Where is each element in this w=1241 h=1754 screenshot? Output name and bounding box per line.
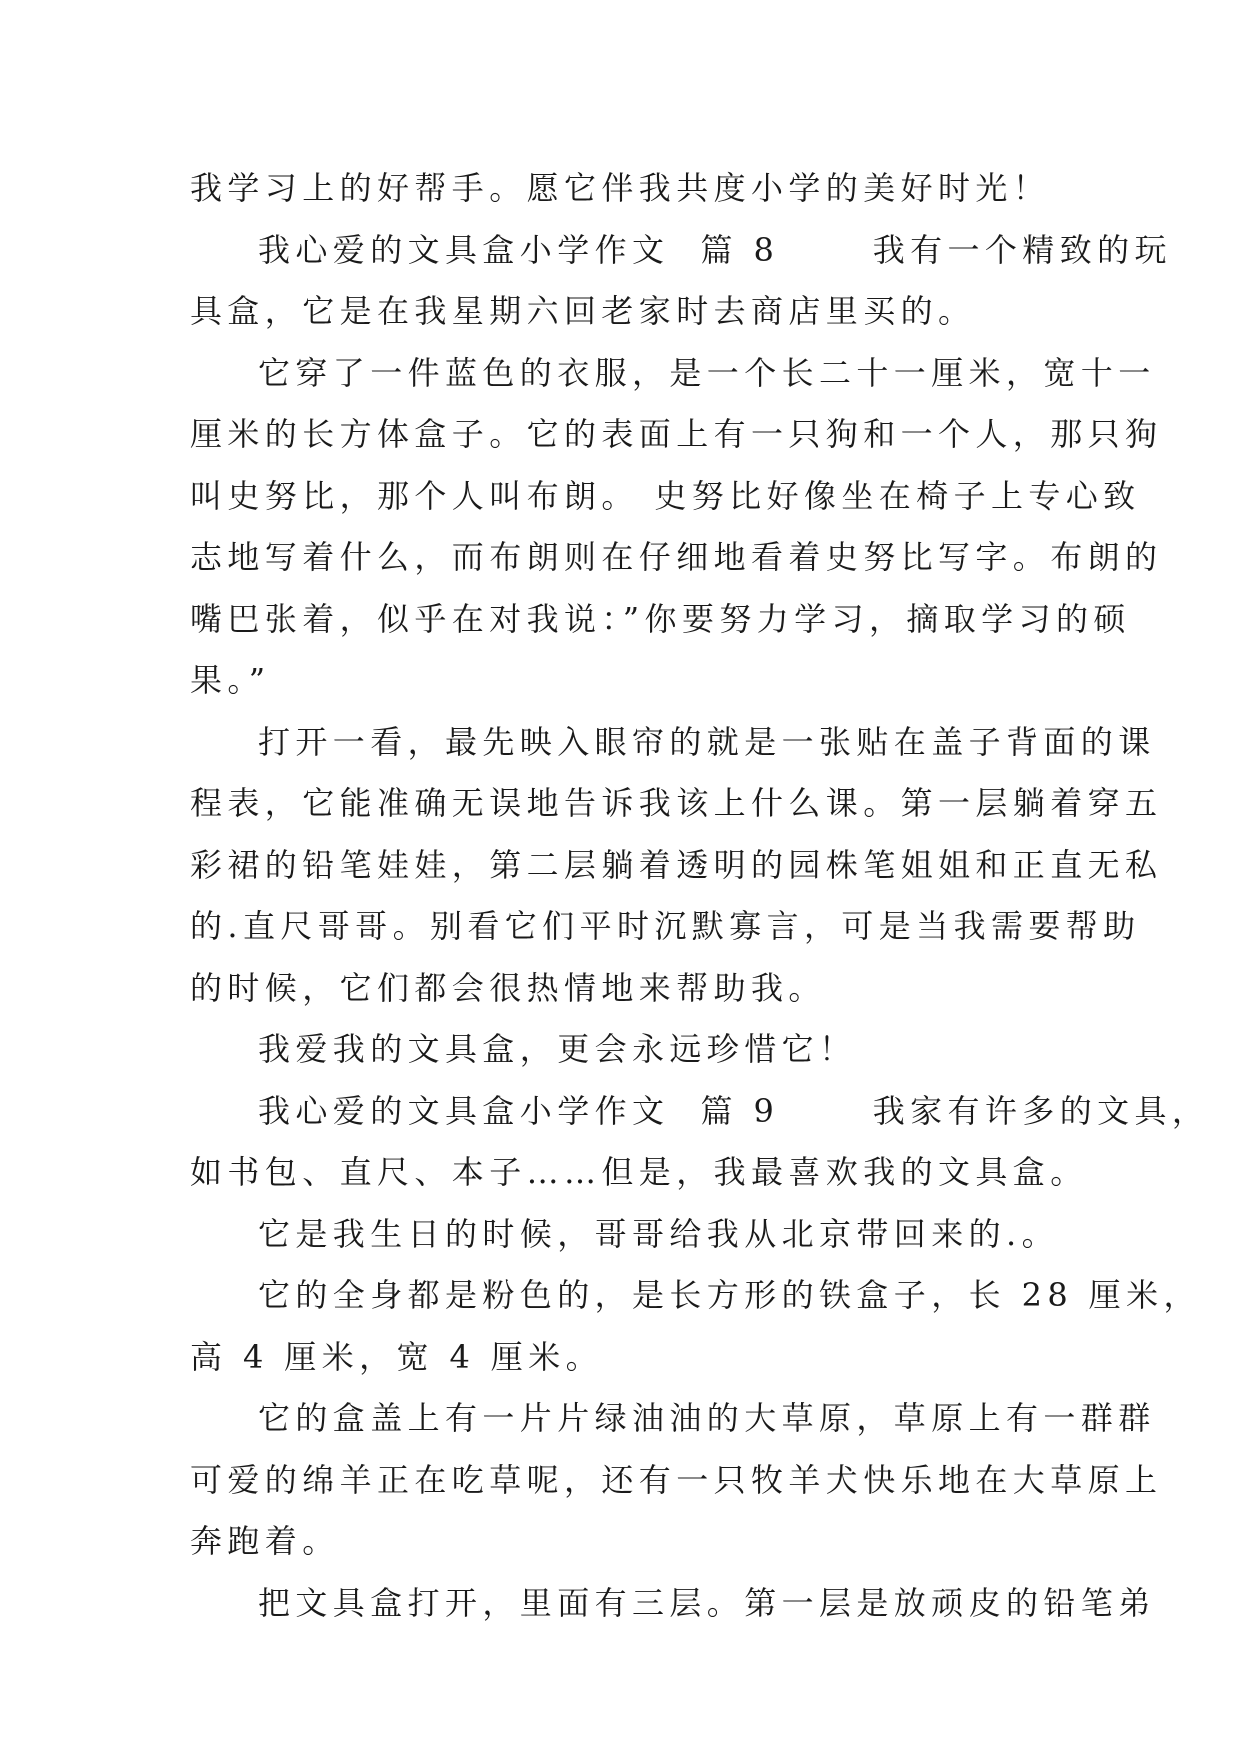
- text-line: 它是我生日的时候，哥哥给我从北京带回来的.。: [258, 1214, 1059, 1253]
- text-line: 程表，它能准确无误地告诉我该上什么课。第一层躺着穿五: [190, 784, 1163, 822]
- text-line: 的.直尺哥哥。别看它们平时沉默寡言，可是当我需要帮助: [190, 907, 1141, 945]
- text-line: 它穿了一件蓝色的衣服，是一个长二十一厘米，宽十一: [258, 353, 1156, 392]
- text-line: 厘米的长方体盒子。它的表面上有一只狗和一个人，那只狗: [190, 415, 1163, 453]
- text-line: 打开一看，最先映入眼帘的就是一张贴在盖子背面的课: [258, 722, 1156, 761]
- text-line: 果。”: [190, 661, 271, 699]
- text-line: 志地写着什么，而布朗则在仔细地看着史努比写字。布朗的: [190, 538, 1163, 576]
- section-heading-line: 我心爱的文具盒小学作文 篇 8 我有一个精致的玩: [258, 230, 1172, 269]
- text-line: 它的盒盖上有一片片绿油油的大草原，草原上有一群群: [258, 1399, 1156, 1437]
- text-line: 我学习上的好帮手。愿它伴我共度小学的美好时光！: [190, 169, 1051, 207]
- text-line: 如书包、直尺、本子……但是，我最喜欢我的文具盒。: [190, 1153, 1088, 1191]
- text-line: 的时候，它们都会很热情地来帮助我。: [190, 968, 826, 1007]
- text-line: 高 4 厘米，宽 4 厘米。: [190, 1337, 604, 1376]
- section-heading-line: 我心爱的文具盒小学作文 篇 9 我家有许多的文具，: [258, 1091, 1210, 1130]
- text-line: 可爱的绵羊正在吃草呢，还有一只牧羊犬快乐地在大草原上: [190, 1460, 1163, 1499]
- text-line: 奔跑着。: [190, 1522, 340, 1560]
- text-line: 它的全身都是粉色的，是长方形的铁盒子，长 28 厘米，: [258, 1276, 1201, 1314]
- document-page: [190, 158, 1210, 1634]
- text-line: 我爱我的文具盒，更会永远珍惜它！: [258, 1030, 857, 1068]
- text-line: 嘴巴张着，似乎在对我说：”你要努力学习，摘取学习的硕: [190, 599, 1131, 638]
- text-line: 把文具盒打开，里面有三层。第一层是放顽皮的铅笔弟: [258, 1583, 1156, 1622]
- text-line: 具盒，它是在我星期六回老家时去商店里买的。: [190, 292, 976, 330]
- text-line: 叫史努比，那个人叫布朗。 史努比好像坐在椅子上专心致: [190, 476, 1141, 515]
- text-line: 彩裙的铅笔娃娃，第二层躺着透明的园株笔姐姐和正直无私: [190, 845, 1163, 884]
